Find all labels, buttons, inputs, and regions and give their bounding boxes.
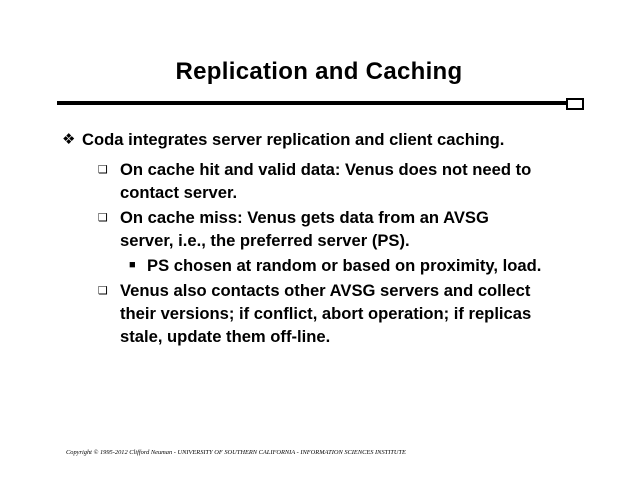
bullet-line: Venus also contacts other AVSG servers and collect	[120, 281, 531, 300]
bullet-line: On cache hit and valid data: Venus does not need to	[120, 160, 532, 179]
bullet-item	[129, 254, 542, 277]
bullet-item	[98, 206, 489, 252]
bullet-line: contact server.	[120, 183, 238, 202]
hollow-square-icon: ❑	[98, 163, 108, 176]
bullet-line: PS chosen at random or based on proximity, load.	[147, 256, 542, 275]
bullet-item	[62, 128, 505, 151]
bullet-line: On cache miss: Venus gets data from an AVSG	[120, 208, 489, 227]
copyright-footer: Copyright © 1995-2012 Clifford Neuman - UNIVERSITY OF SOUTHERN CALIFORNIA - INFORMATION SCIENCES INSTITUTE	[66, 449, 406, 456]
hollow-square-icon: ❑	[98, 211, 108, 224]
bullet-line: stale, update them off-line.	[120, 327, 331, 346]
diamond-cluster-icon: ❖	[62, 131, 76, 148]
hollow-square-icon: ❑	[98, 284, 108, 297]
slide-title: Replication and Caching	[175, 58, 463, 85]
bullet-line: Coda integrates server replication and client caching.	[82, 130, 505, 149]
bullet-item	[98, 158, 532, 204]
bullet-item	[98, 279, 532, 348]
bullet-line: their versions; if conflict, abort operation; if replicas	[120, 304, 532, 323]
bullet-line: server, i.e., the preferred server (PS).	[120, 231, 410, 250]
filled-square-icon: ■	[129, 259, 136, 271]
